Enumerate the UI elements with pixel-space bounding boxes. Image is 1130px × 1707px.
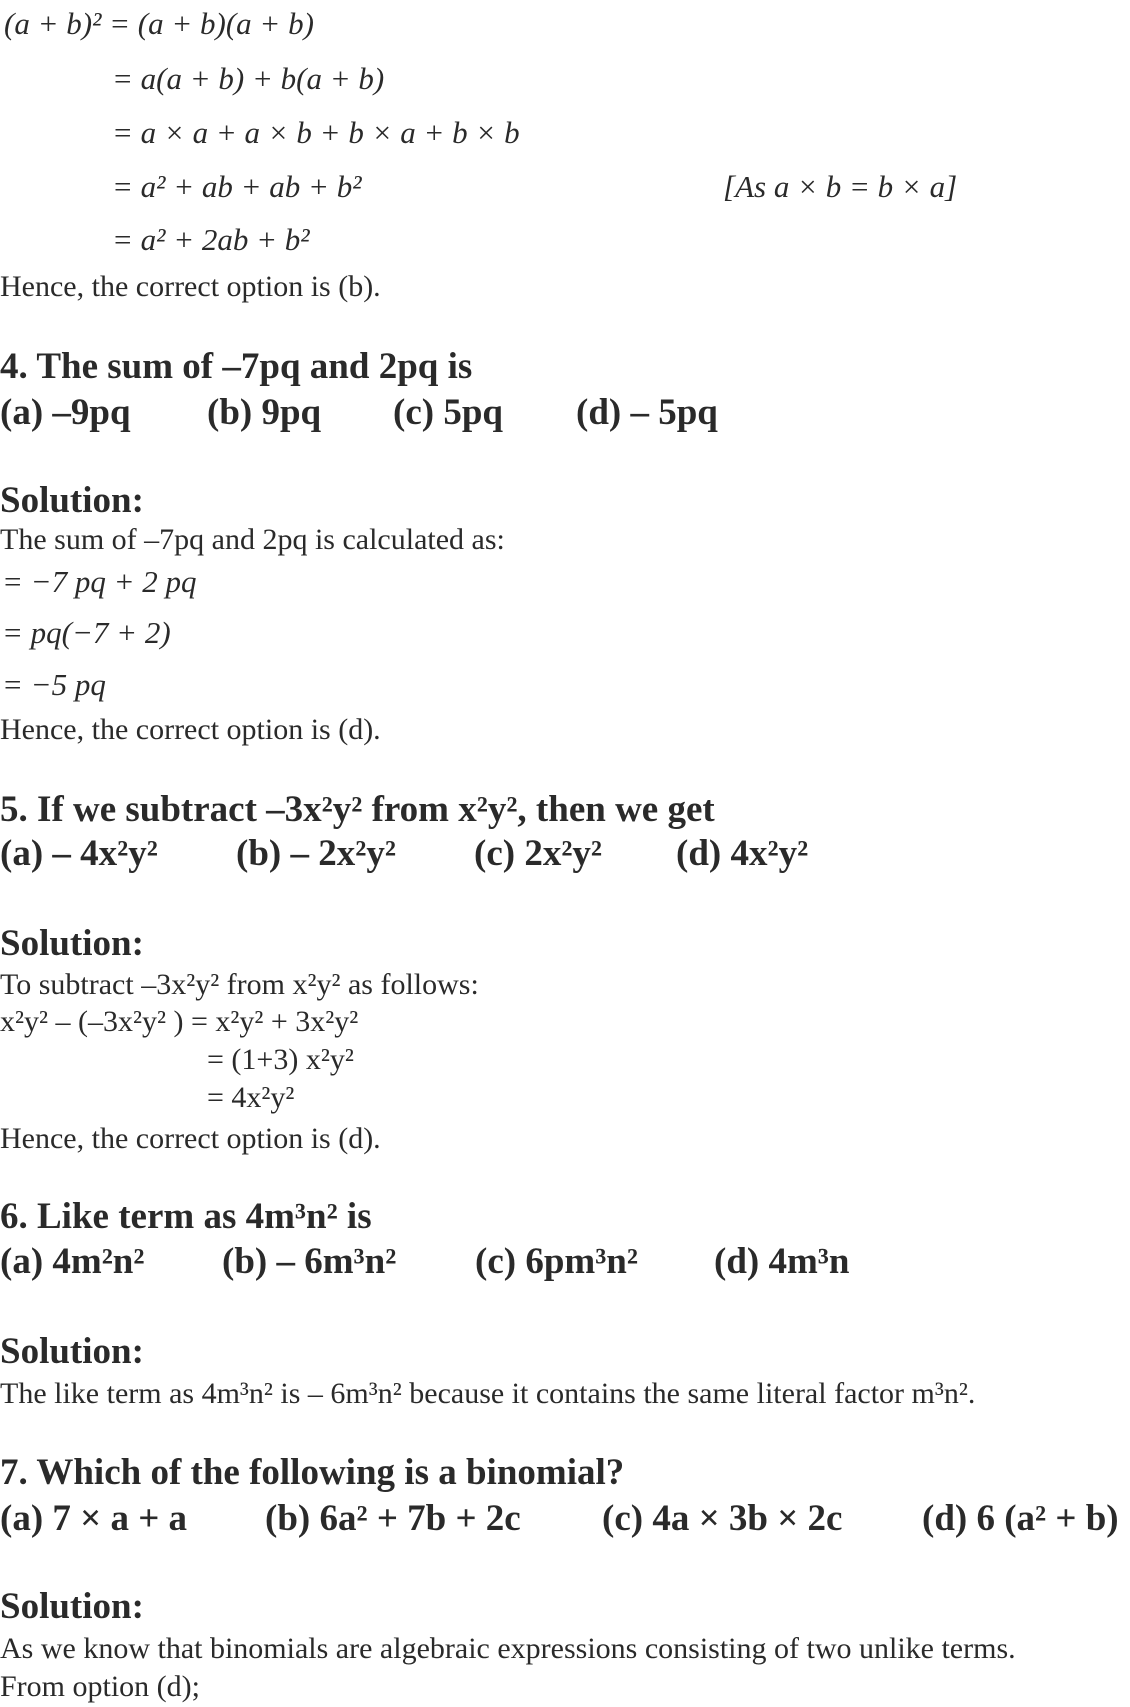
solution-heading: Solution: <box>0 923 144 964</box>
solution-intro: The sum of –7pq and 2pq is calculated as: <box>0 523 505 556</box>
math-step: = (1+3) x²y² <box>207 1043 354 1076</box>
option-a: (a) 4m²n² <box>0 1241 145 1282</box>
option-b: (b) – 6m³n² <box>222 1241 397 1282</box>
solution-intro: To subtract –3x²y² from x²y² as follows: <box>0 968 479 1001</box>
math-step: = 4x²y² <box>207 1081 295 1114</box>
option-d: (d) – 5pq <box>576 392 718 433</box>
question-text: 7. Which of the following is a binomial? <box>0 1452 625 1493</box>
math-step: = a² + 2ab + b² <box>112 222 310 257</box>
question-text: 5. If we subtract –3x²y² from x²y², then we get <box>0 789 715 830</box>
option-d: (d) 4x²y² <box>676 833 809 874</box>
math-step: = pq(−7 + 2) <box>2 615 171 650</box>
conclusion: Hence, the correct option is (d). <box>0 1122 381 1155</box>
solution-text: As we know that binomials are algebraic expressions consisting of two unlike terms. <box>0 1632 1016 1665</box>
solution-heading: Solution: <box>0 1331 144 1372</box>
option-a: (a) –9pq <box>0 392 131 433</box>
question-text: 6. Like term as 4m³n² is <box>0 1196 372 1237</box>
solution-heading: Solution: <box>0 1586 144 1627</box>
math-step: = −5 pq <box>2 667 106 702</box>
question-text: 4. The sum of –7pq and 2pq is <box>0 346 473 387</box>
option-a: (a) – 4x²y² <box>0 833 158 874</box>
math-step: x²y² – (–3x²y² ) = x²y² + 3x²y² <box>0 1005 359 1038</box>
solution-from: From option (d); <box>0 1670 200 1703</box>
option-c: (c) 4a × 3b × 2c <box>602 1498 843 1539</box>
solution-heading: Solution: <box>0 480 144 521</box>
option-c: (c) 5pq <box>393 392 503 433</box>
conclusion: Hence, the correct option is (d). <box>0 713 381 746</box>
math-note: [As a × b = b × a] <box>723 169 958 204</box>
math-step: = a(a + b) + b(a + b) <box>112 61 385 96</box>
math-step: = −7 pq + 2 pq <box>2 564 197 599</box>
math-step: = a² + ab + ab + b² <box>112 169 362 204</box>
option-c: (c) 2x²y² <box>474 833 603 874</box>
option-b: (b) – 2x²y² <box>236 833 396 874</box>
option-b: (b) 9pq <box>207 392 322 433</box>
solution-text: The like term as 4m³n² is – 6m³n² because it contains the same literal factor m³n². <box>0 1377 976 1410</box>
conclusion: Hence, the correct option is (b). <box>0 270 381 303</box>
option-a: (a) 7 × a + a <box>0 1498 188 1539</box>
option-c: (c) 6pm³n² <box>475 1241 638 1282</box>
option-d: (d) 4m³n <box>714 1241 850 1282</box>
option-d: (d) 6 (a² + b) <box>922 1498 1119 1539</box>
math-step: = a × a + a × b + b × a + b × b <box>112 115 520 150</box>
option-b: (b) 6a² + 7b + 2c <box>265 1498 521 1539</box>
math-step: (a + b)² = (a + b)(a + b) <box>4 6 314 41</box>
